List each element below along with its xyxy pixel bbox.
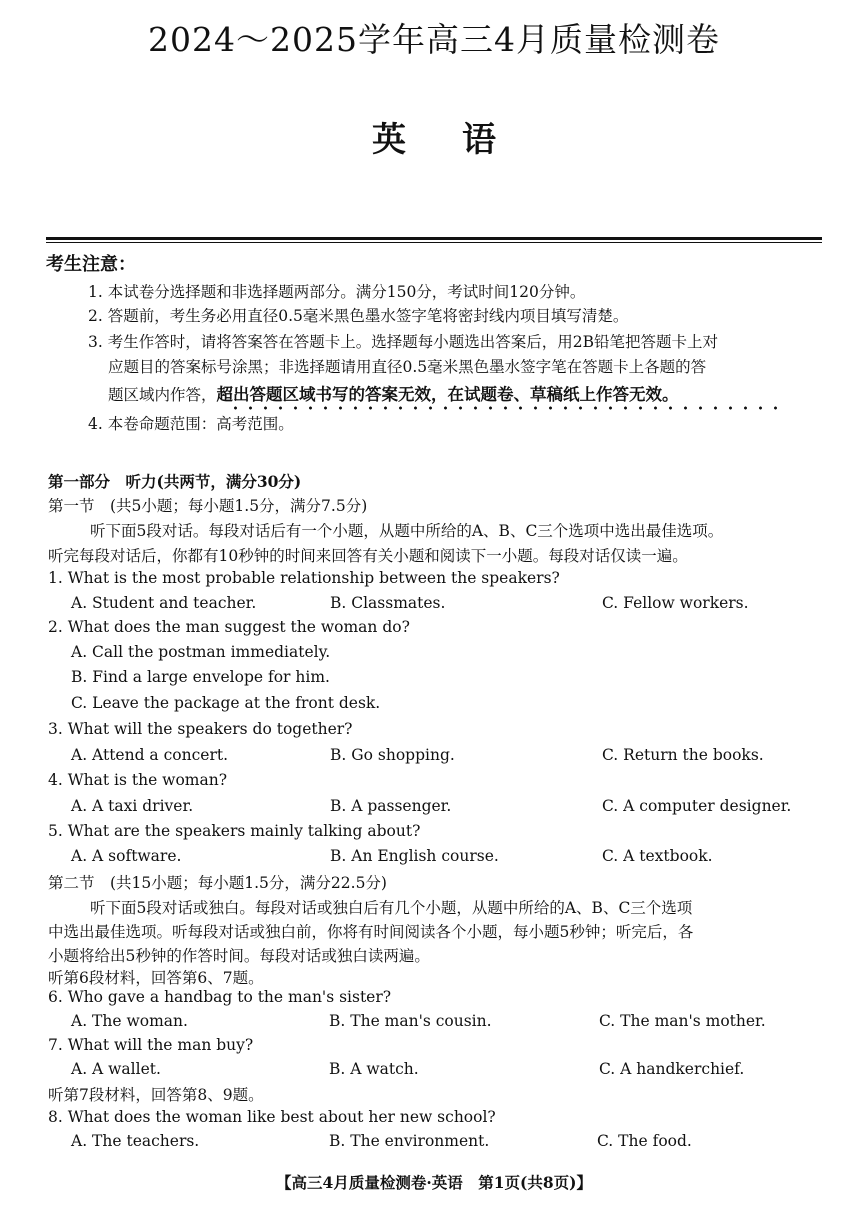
section2-intro-line3: 小题将给出5秒钟的作答时间。每段对话或独白读两遍。 — [48, 947, 430, 965]
question-5-stem: 5. What are the speakers mainly talking about? — [48, 822, 421, 840]
section1-intro-line2: 听完每段对话后，你都有10秒钟的时间来回答有关小题和阅读下一小题。每段对话仅读一遍。 — [48, 547, 688, 565]
question-4-option-a: A. A taxi driver. — [71, 797, 194, 815]
page-footer: 【高三4月质量检测卷·英语 第1页(共8页)】 — [276, 1173, 592, 1192]
notice-item-3: 3. 考生作答时，请将答案答在答题卡上。选择题每小题选出答案后，用2B铅笔把答题卡上对 — [88, 333, 718, 351]
question-2-option-c: C. Leave the package at the front desk. — [71, 694, 381, 712]
question-3-option-b: B. Go shopping. — [330, 746, 455, 764]
notice-title: 考生注意： — [46, 254, 136, 275]
question-3-option-a: A. Attend a concert. — [71, 746, 229, 764]
question-7-option-a: A. A wallet. — [71, 1060, 161, 1078]
header-rule-thin — [46, 242, 822, 243]
question-7-stem: 7. What will the man buy? — [48, 1036, 254, 1054]
section1-heading: 第一节 (共5小题；每小题1.5分，满分7.5分) — [48, 497, 368, 515]
material-7-heading: 听第7段材料，回答第8、9题。 — [48, 1086, 264, 1104]
question-8-option-c: C. The food. — [597, 1132, 692, 1150]
question-4-stem: 4. What is the woman? — [48, 771, 228, 789]
question-6-option-c: C. The man's mother. — [599, 1012, 766, 1030]
question-5-option-a: A. A software. — [71, 847, 182, 865]
section2-intro-line1: 听下面5段对话或独白。每段对话或独白后有几个小题，从题中所给的A、B、C三个选项 — [90, 899, 693, 917]
question-1-option-a: A. Student and teacher. — [71, 594, 257, 612]
question-3-stem: 3. What will the speakers do together? — [48, 720, 353, 738]
question-1-stem: 1. What is the most probable relationship between the speakers? — [48, 569, 560, 587]
question-8-option-a: A. The teachers. — [71, 1132, 200, 1150]
section1-intro-line1: 听下面5段对话。每段对话后有一个小题，从题中所给的A、B、C三个选项中选出最佳选项。 — [90, 522, 724, 540]
notice-block — [46, 250, 836, 276]
notice-item-1: 1. 本试卷分选择题和非选择题两部分。满分150分，考试时间120分钟。 — [88, 283, 586, 301]
question-2-stem: 2. What does the man suggest the woman do? — [48, 618, 410, 636]
subject-title: 英语 — [372, 120, 552, 160]
question-3-option-c: C. Return the books. — [602, 746, 764, 764]
question-7-option-c: C. A handkerchief. — [599, 1060, 745, 1078]
question-8-option-b: B. The environment. — [329, 1132, 490, 1150]
question-8-stem: 8. What does the woman like best about her new school? — [48, 1108, 496, 1126]
notice-item-4: 4. 本卷命题范围：高考范围。 — [88, 415, 294, 433]
question-1-option-b: B. Classmates. — [330, 594, 446, 612]
question-6-option-b: B. The man's cousin. — [329, 1012, 492, 1030]
exam-title: 2024～2025学年高三4月质量检测卷 — [148, 20, 720, 59]
question-6-option-a: A. The woman. — [71, 1012, 188, 1030]
question-1-option-c: C. Fellow workers. — [602, 594, 749, 612]
section2-heading: 第二节 (共15小题；每小题1.5分，满分22.5分) — [48, 874, 387, 892]
question-7-option-b: B. A watch. — [329, 1060, 419, 1078]
question-4-option-c: C. A computer designer. — [602, 797, 792, 815]
question-5-option-b: B. An English course. — [330, 847, 499, 865]
section2-intro-line2: 中选出最佳选项。听每段对话或独白前，你将有时间阅读各个小题，每小题5秒钟；听完后，各 — [48, 923, 694, 941]
notice-item-2: 2. 答题前，考生务必用直径0.5毫米黑色墨水签字笔将密封线内项目填写清楚。 — [88, 307, 629, 325]
notice-item-3-tail — [108, 381, 679, 405]
material-6-heading: 听第6段材料，回答第6、7题。 — [48, 969, 264, 987]
question-4-option-b: B. A passenger. — [330, 797, 452, 815]
question-2-option-a: A. Call the postman immediately. — [71, 643, 331, 661]
emphasis-dots — [228, 406, 788, 410]
notice-item-3-cont: 应题目的答案标号涂黑；非选择题请用直径0.5毫米黑色墨水签字笔在答题卡上各题的答 — [108, 358, 707, 376]
header-rule-thick — [46, 237, 822, 240]
question-6-stem: 6. Who gave a handbag to the man's sister? — [48, 988, 392, 1006]
question-5-option-c: C. A textbook. — [602, 847, 713, 865]
question-2-option-b: B. Find a large envelope for him. — [71, 668, 330, 686]
notice-emphasis: 超出答题区域书写的答案无效，在试题卷、草稿纸上作答无效。 — [216, 385, 679, 404]
notice-item-3-tail-text: 题区域内作答， — [108, 386, 217, 404]
part1-heading: 第一部分 听力(共两节，满分30分) — [48, 472, 302, 491]
